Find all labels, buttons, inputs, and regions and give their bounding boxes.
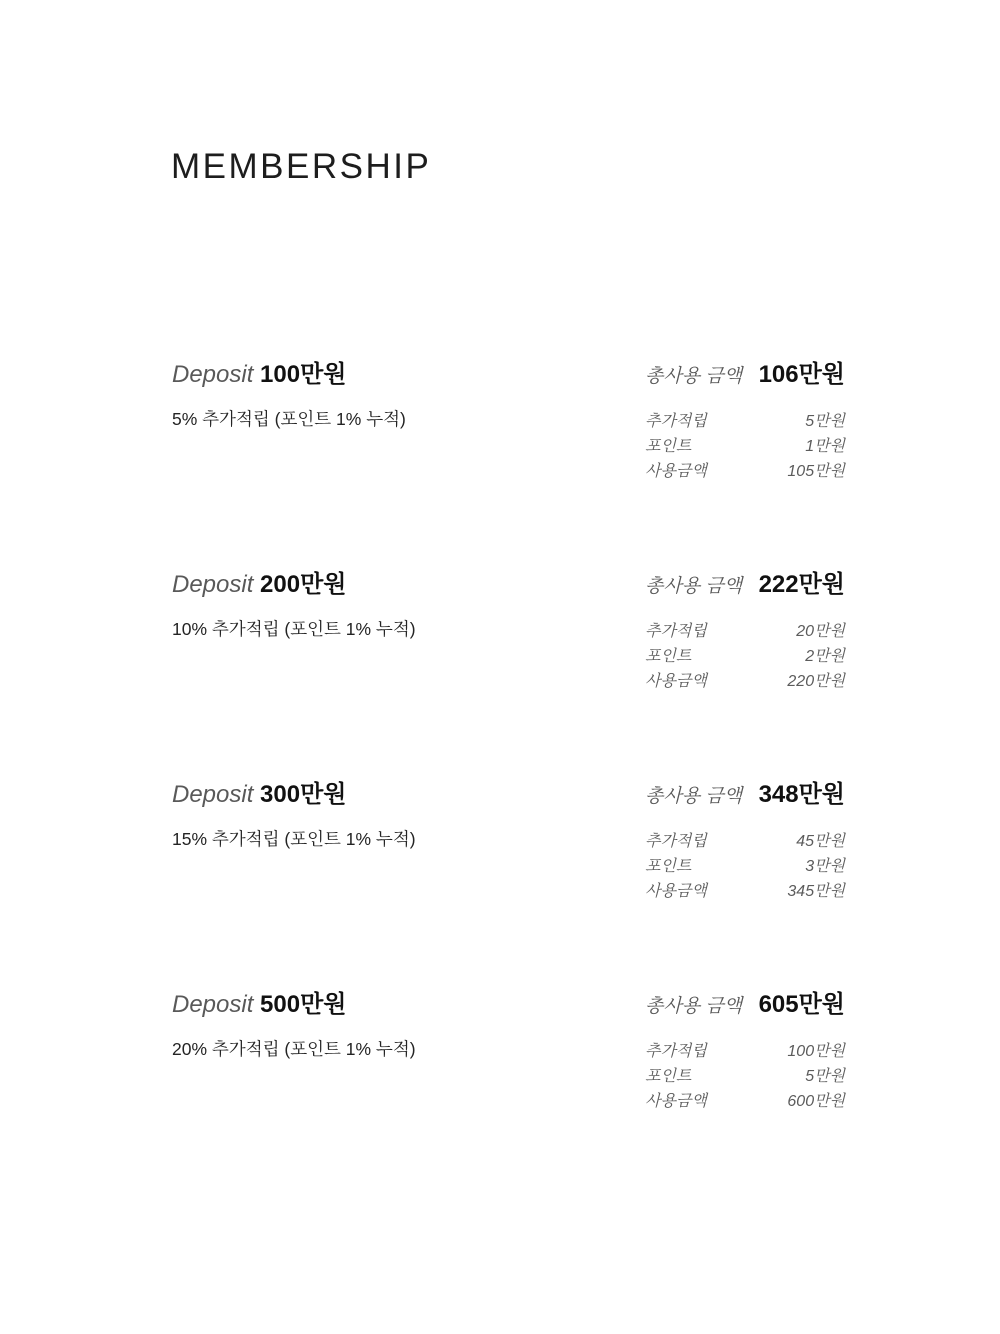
detail-row bbox=[645, 669, 845, 694]
detail-value: 345만원 bbox=[787, 883, 845, 900]
usage-summary bbox=[645, 570, 845, 694]
detail-row bbox=[645, 1064, 845, 1089]
detail-rows bbox=[645, 829, 845, 904]
total-value: 222만원 bbox=[758, 571, 845, 598]
detail-label: 사용금액 bbox=[645, 463, 707, 480]
benefit-text: 20% 추가적립 (포인트 1% 누적) bbox=[172, 1039, 416, 1059]
detail-rows bbox=[645, 1039, 845, 1114]
deposit-amount: 100만원 bbox=[260, 361, 347, 388]
total-row bbox=[645, 780, 845, 812]
detail-value: 45만원 bbox=[796, 833, 845, 850]
detail-label: 사용금액 bbox=[645, 673, 707, 690]
total-value: 605만원 bbox=[758, 991, 845, 1018]
detail-value: 3만원 bbox=[805, 858, 845, 875]
detail-label: 사용금액 bbox=[645, 883, 707, 900]
total-label: 총사용 금액 bbox=[645, 576, 743, 597]
detail-value: 5만원 bbox=[805, 1068, 845, 1085]
total-label: 총사용 금액 bbox=[645, 996, 743, 1017]
detail-label: 추가적립 bbox=[645, 413, 707, 430]
tier-section-100 bbox=[172, 360, 845, 510]
detail-value: 2만원 bbox=[805, 648, 845, 665]
detail-row bbox=[645, 459, 845, 484]
usage-summary bbox=[645, 360, 845, 484]
detail-value: 105만원 bbox=[787, 463, 845, 480]
deposit-heading bbox=[172, 570, 346, 600]
detail-label: 포인트 bbox=[645, 1068, 692, 1085]
deposit-label: Deposit bbox=[172, 991, 254, 1018]
total-row bbox=[645, 990, 845, 1022]
detail-row bbox=[645, 854, 845, 879]
detail-rows bbox=[645, 619, 845, 694]
detail-label: 추가적립 bbox=[645, 1043, 707, 1060]
tier-section-300 bbox=[172, 780, 845, 930]
page-title: MEMBERSHIP bbox=[171, 147, 432, 186]
detail-value: 5만원 bbox=[805, 413, 845, 430]
detail-row bbox=[645, 434, 845, 459]
detail-row bbox=[645, 409, 845, 434]
detail-row bbox=[645, 829, 845, 854]
detail-label: 포인트 bbox=[645, 438, 692, 455]
detail-label: 포인트 bbox=[645, 648, 692, 665]
detail-value: 600만원 bbox=[787, 1093, 845, 1110]
detail-value: 100만원 bbox=[787, 1043, 845, 1060]
benefit-text: 15% 추가적립 (포인트 1% 누적) bbox=[172, 829, 416, 849]
deposit-heading bbox=[172, 780, 346, 810]
usage-summary bbox=[645, 780, 845, 904]
deposit-label: Deposit bbox=[172, 781, 254, 808]
detail-row bbox=[645, 619, 845, 644]
usage-summary bbox=[645, 990, 845, 1114]
total-label: 총사용 금액 bbox=[645, 786, 743, 807]
deposit-amount: 500만원 bbox=[260, 991, 347, 1018]
total-value: 106만원 bbox=[758, 361, 845, 388]
detail-value: 1만원 bbox=[805, 438, 845, 455]
deposit-label: Deposit bbox=[172, 571, 254, 598]
detail-row bbox=[645, 879, 845, 904]
benefit-text: 10% 추가적립 (포인트 1% 누적) bbox=[172, 619, 416, 639]
benefit-text: 5% 추가적립 (포인트 1% 누적) bbox=[172, 409, 406, 429]
total-row bbox=[645, 360, 845, 392]
detail-label: 추가적립 bbox=[645, 623, 707, 640]
detail-label: 추가적립 bbox=[645, 833, 707, 850]
tier-section-500 bbox=[172, 990, 845, 1140]
detail-row bbox=[645, 1039, 845, 1064]
deposit-label: Deposit bbox=[172, 361, 254, 388]
detail-row bbox=[645, 644, 845, 669]
deposit-heading bbox=[172, 360, 346, 390]
detail-rows bbox=[645, 409, 845, 484]
deposit-heading bbox=[172, 990, 346, 1020]
detail-label: 포인트 bbox=[645, 858, 692, 875]
detail-value: 220만원 bbox=[787, 673, 845, 690]
detail-label: 사용금액 bbox=[645, 1093, 707, 1110]
deposit-amount: 200만원 bbox=[260, 571, 347, 598]
deposit-amount: 300만원 bbox=[260, 781, 347, 808]
detail-value: 20만원 bbox=[796, 623, 845, 640]
total-value: 348만원 bbox=[758, 781, 845, 808]
detail-row bbox=[645, 1089, 845, 1114]
tier-section-200 bbox=[172, 570, 845, 720]
total-row bbox=[645, 570, 845, 602]
total-label: 총사용 금액 bbox=[645, 366, 743, 387]
